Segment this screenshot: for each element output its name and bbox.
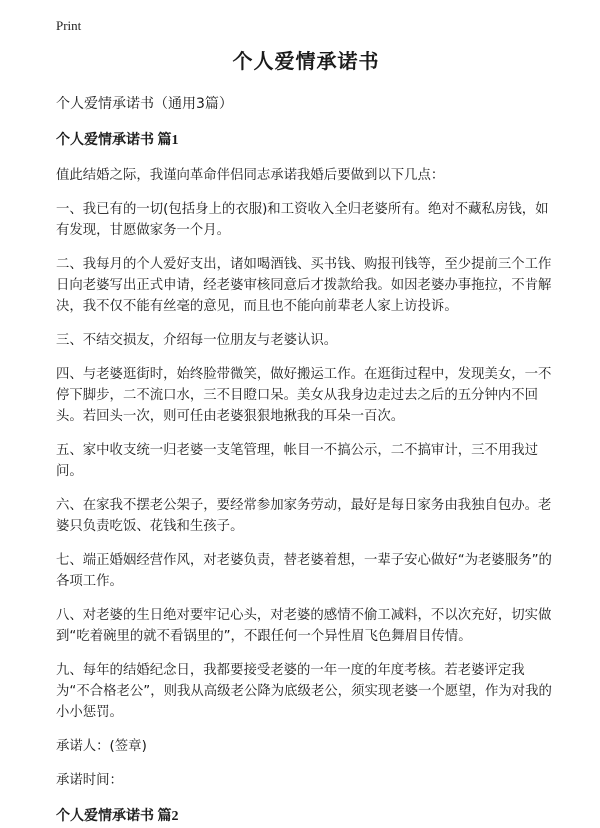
paragraph-item-1: 一、我已有的一切(包括身上的衣服)和工资收入全归老婆所有。绝对不藏私房钱，如有发现，甘愿做家务一个月。 bbox=[56, 202, 549, 238]
paragraph-item-2: 二、我每月的个人爱好支出，诸如喝酒钱、买书钱、购报刊钱等，至少提前三个工作日向老婆写出正式申请，经老婆审核同意后才拨款给我。如因老婆办事拖拉，不肯解决，我不仅不能有丝毫的意见，而且也不能向前辈老人家上访投诉。 bbox=[56, 257, 552, 314]
date-line: 承诺时间： bbox=[56, 773, 123, 788]
paragraph-item-8: 八、对老婆的生日绝对要牢记心头，对老婆的感情不偷工减料，不以次充好，切实做到“吃着碗里的就不看锅里的”，不跟任何一个异性眉飞色舞眉目传情。 bbox=[56, 608, 552, 644]
print-link[interactable]: Print bbox=[56, 18, 82, 33]
document-page bbox=[56, 46, 556, 828]
document-title: 个人爱情承诺书 bbox=[232, 49, 380, 73]
paragraph-item-3: 三、不结交损友，介绍每一位朋友与老婆认识。 bbox=[56, 333, 338, 348]
paragraph-item-6: 六、在家我不摆老公架子，要经常参加家务劳动，最好是每日家务由我独自包办。老婆只负责吃饭、花钱和生孩子。 bbox=[56, 498, 552, 534]
signatory-line: 承诺人：(签章) bbox=[56, 739, 147, 754]
paragraph-item-4: 四、与老婆逛街时，始终脸带微笑，做好搬运工作。在逛街过程中，发现美女，一不停下脚步，二不流口水，三不目瞪口呆。美女从我身边走过去之后的五分钟内不回头。若回头一次，则可任由老婆狠狠地揪我的耳朵一百次。 bbox=[56, 367, 552, 424]
section-heading-1: 个人爱情承诺书 篇1 bbox=[56, 133, 179, 148]
paragraph-item-5: 五、家中收支统一归老婆一支笔管理，帐目一不搞公示，二不搞审计，三不用我过问。 bbox=[56, 443, 539, 479]
section-heading-2: 个人爱情承诺书 篇2 bbox=[56, 809, 179, 824]
document-subtitle: 个人爱情承诺书（通用3篇） bbox=[56, 96, 233, 112]
paragraph-intro: 值此结婚之际，我谨向革命伴侣同志承诺我婚后要做到以下几点： bbox=[56, 168, 445, 183]
paragraph-item-9: 九、每年的结婚纪念日，我都要接受老婆的一年一度的年度考核。若老婆评定我为“不合格老公”，则我从高级老公降为底级老公，须实现老婆一个愿望，作为对我的小小惩罚。 bbox=[56, 663, 552, 720]
paragraph-item-7: 七、端正婚姻经营作风，对老婆负责，替老婆着想，一辈子安心做好“为老婆服务”的各项工作。 bbox=[56, 553, 552, 589]
